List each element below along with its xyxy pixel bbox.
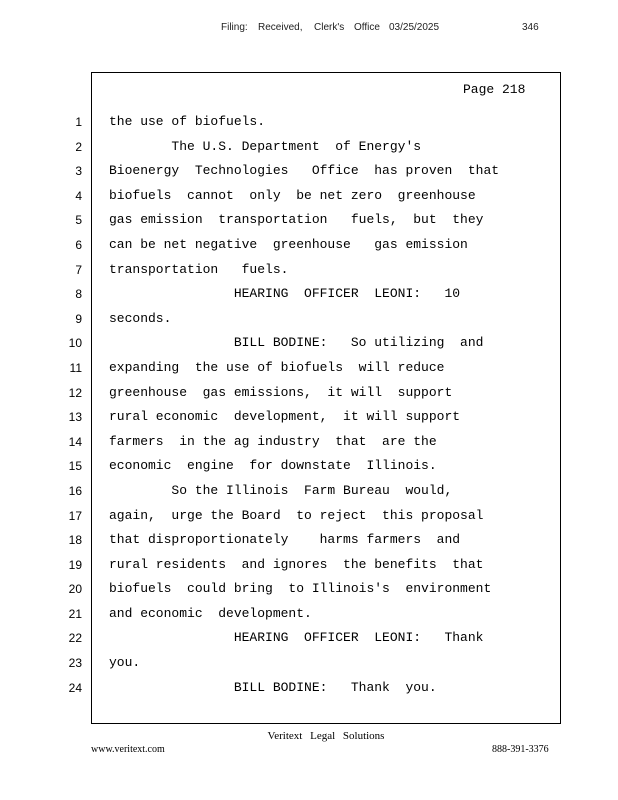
line-text: greenhouse gas emissions, it will support bbox=[109, 384, 453, 400]
line-text: economic engine for downstate Illinois. bbox=[109, 458, 437, 474]
line-text: HEARING OFFICER LEONI: 10 bbox=[109, 286, 461, 302]
transcript-line bbox=[0, 507, 618, 532]
line-number: 19 bbox=[68, 557, 82, 572]
line-number: 4 bbox=[75, 188, 82, 203]
transcript-line bbox=[0, 261, 618, 286]
line-number: 18 bbox=[68, 533, 82, 548]
line-text: rural economic development, it will support bbox=[109, 409, 461, 425]
footer-company: Veritext Legal Solutions bbox=[267, 730, 385, 742]
transcript-line bbox=[0, 629, 618, 654]
transcript-page-label: Page 218 bbox=[463, 82, 526, 97]
line-number: 1 bbox=[75, 115, 82, 129]
line-text: again, urge the Board to reject this proposal bbox=[109, 507, 484, 523]
line-text: biofuels cannot only be net zero greenhouse bbox=[109, 187, 476, 203]
transcript-line bbox=[0, 162, 618, 187]
line-number: 23 bbox=[68, 656, 82, 671]
line-number: 5 bbox=[75, 213, 82, 228]
transcript-line bbox=[0, 556, 618, 581]
transcript-line bbox=[0, 236, 618, 261]
transcript-lines bbox=[0, 113, 618, 703]
transcript-line bbox=[0, 457, 618, 482]
transcript-line bbox=[0, 310, 618, 335]
line-number: 21 bbox=[68, 606, 82, 621]
transcript-line bbox=[0, 187, 618, 212]
transcript-line bbox=[0, 384, 618, 409]
line-text: BILL BODINE: So utilizing and bbox=[109, 335, 484, 351]
filing-label: Filing: bbox=[221, 22, 248, 33]
line-number: 24 bbox=[68, 680, 82, 695]
transcript-line bbox=[0, 211, 618, 236]
received-label: Received, bbox=[258, 22, 303, 33]
line-number: 7 bbox=[75, 262, 82, 277]
line-number: 3 bbox=[75, 164, 82, 179]
line-number: 20 bbox=[68, 582, 82, 597]
transcript-line bbox=[0, 433, 618, 458]
transcript-line bbox=[0, 531, 618, 556]
transcript-line bbox=[0, 408, 618, 433]
line-text: that disproportionately harms farmers and bbox=[109, 532, 461, 548]
line-text: seconds. bbox=[109, 310, 172, 326]
line-text: HEARING OFFICER LEONI: Thank bbox=[109, 630, 484, 646]
transcript-line bbox=[0, 113, 618, 138]
line-number: 2 bbox=[75, 139, 82, 154]
line-number: 11 bbox=[69, 360, 82, 375]
line-text: can be net negative greenhouse gas emission bbox=[109, 236, 468, 252]
line-number: 14 bbox=[68, 434, 82, 449]
transcript-line bbox=[0, 285, 618, 310]
filing-page-number: 346 bbox=[522, 22, 539, 33]
transcript-line bbox=[0, 138, 618, 163]
line-text: BILL BODINE: Thank you. bbox=[109, 679, 437, 695]
transcript-line bbox=[0, 679, 618, 704]
line-number: 10 bbox=[68, 336, 82, 351]
line-number: 12 bbox=[68, 385, 82, 400]
office-label: Office bbox=[354, 22, 380, 33]
line-text: rural residents and ignores the benefits that bbox=[109, 556, 484, 572]
line-text: gas emission transportation fuels, but they bbox=[109, 212, 484, 228]
footer-website: www.veritext.com bbox=[91, 744, 165, 755]
line-number: 15 bbox=[68, 459, 82, 474]
transcript-line bbox=[0, 580, 618, 605]
transcript-line bbox=[0, 334, 618, 359]
line-text: So the Illinois Farm Bureau would, bbox=[109, 482, 453, 498]
transcript-line bbox=[0, 359, 618, 384]
footer-phone: 888-391-3376 bbox=[492, 744, 549, 755]
line-text: you. bbox=[109, 655, 141, 671]
line-text: biofuels could bring to Illinois's environment bbox=[109, 581, 492, 597]
line-number: 6 bbox=[75, 237, 82, 252]
line-number: 13 bbox=[68, 410, 82, 425]
line-text: and economic development. bbox=[109, 605, 312, 621]
line-number: 22 bbox=[68, 631, 82, 646]
transcript-line bbox=[0, 605, 618, 630]
filing-date: 03/25/2025 bbox=[389, 22, 440, 33]
transcript-line bbox=[0, 654, 618, 679]
line-text: the use of biofuels. bbox=[109, 114, 266, 129]
line-number: 8 bbox=[75, 287, 82, 302]
line-text: expanding the use of biofuels will reduce bbox=[109, 359, 445, 375]
clerks-label: Clerk's bbox=[314, 22, 345, 33]
line-number: 9 bbox=[75, 311, 82, 326]
line-number: 17 bbox=[68, 508, 82, 523]
line-text: The U.S. Department of Energy's bbox=[109, 138, 422, 154]
line-text: transportation fuels. bbox=[109, 261, 289, 277]
line-number: 16 bbox=[68, 483, 82, 498]
transcript-line bbox=[0, 482, 618, 507]
line-text: farmers in the ag industry that are the bbox=[109, 433, 437, 449]
line-text: Bioenergy Technologies Office has proven that bbox=[109, 163, 500, 179]
